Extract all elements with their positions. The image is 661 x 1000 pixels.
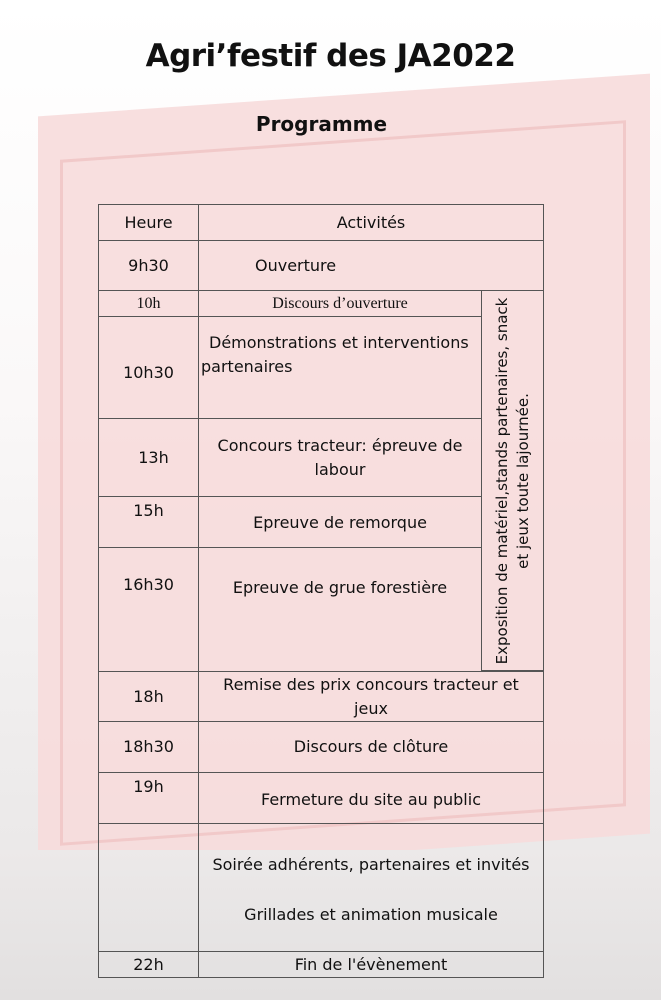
activity-line: Soirée adhérents, partenaires et invités: [212, 854, 530, 874]
time-cell: 18h30: [98, 721, 199, 773]
activity-cell: Remise des prix concours tracteur et jeux: [198, 671, 544, 722]
side-note-cell: [481, 290, 544, 671]
activity-cell: Discours de clôture: [198, 721, 544, 773]
activity-cell: Discours d’ouverture: [198, 290, 482, 317]
header-time: Heure: [98, 204, 199, 241]
activity-cell: Démonstrations et interventions partenaires: [198, 316, 482, 419]
page-subtitle: Programme: [255, 112, 388, 136]
time-cell: 9h30: [98, 240, 199, 291]
activity-cell: Epreuve de grue forestière: [198, 547, 482, 672]
activity-line: Grillades et animation musicale: [244, 904, 498, 924]
time-cell: 16h30: [98, 547, 199, 672]
time-cell: 15h: [98, 496, 199, 548]
time-cell: 13h: [98, 418, 199, 497]
time-cell: [98, 823, 199, 952]
activity-cell: Fermeture du site au public: [198, 772, 544, 824]
activity-cell: [198, 823, 544, 952]
time-cell: 10h: [98, 290, 199, 317]
activity-cell: Ouverture: [198, 240, 544, 291]
time-cell: 22h: [98, 951, 199, 978]
time-cell: 19h: [98, 772, 199, 824]
side-note-text: Exposition de matériel,stands partenaires, snack et jeux toute lajournée.: [492, 297, 532, 664]
page-title: Agri’festif des JA2022: [145, 38, 516, 74]
activity-cell: Epreuve de remorque: [198, 496, 482, 548]
activity-cell: Fin de l'évènement: [198, 951, 544, 978]
activity-cell: Concours tracteur: épreuve de labour: [198, 418, 482, 497]
header-activities: Activités: [198, 204, 544, 241]
time-cell: 18h: [98, 671, 199, 722]
time-cell: 10h30: [98, 316, 199, 419]
